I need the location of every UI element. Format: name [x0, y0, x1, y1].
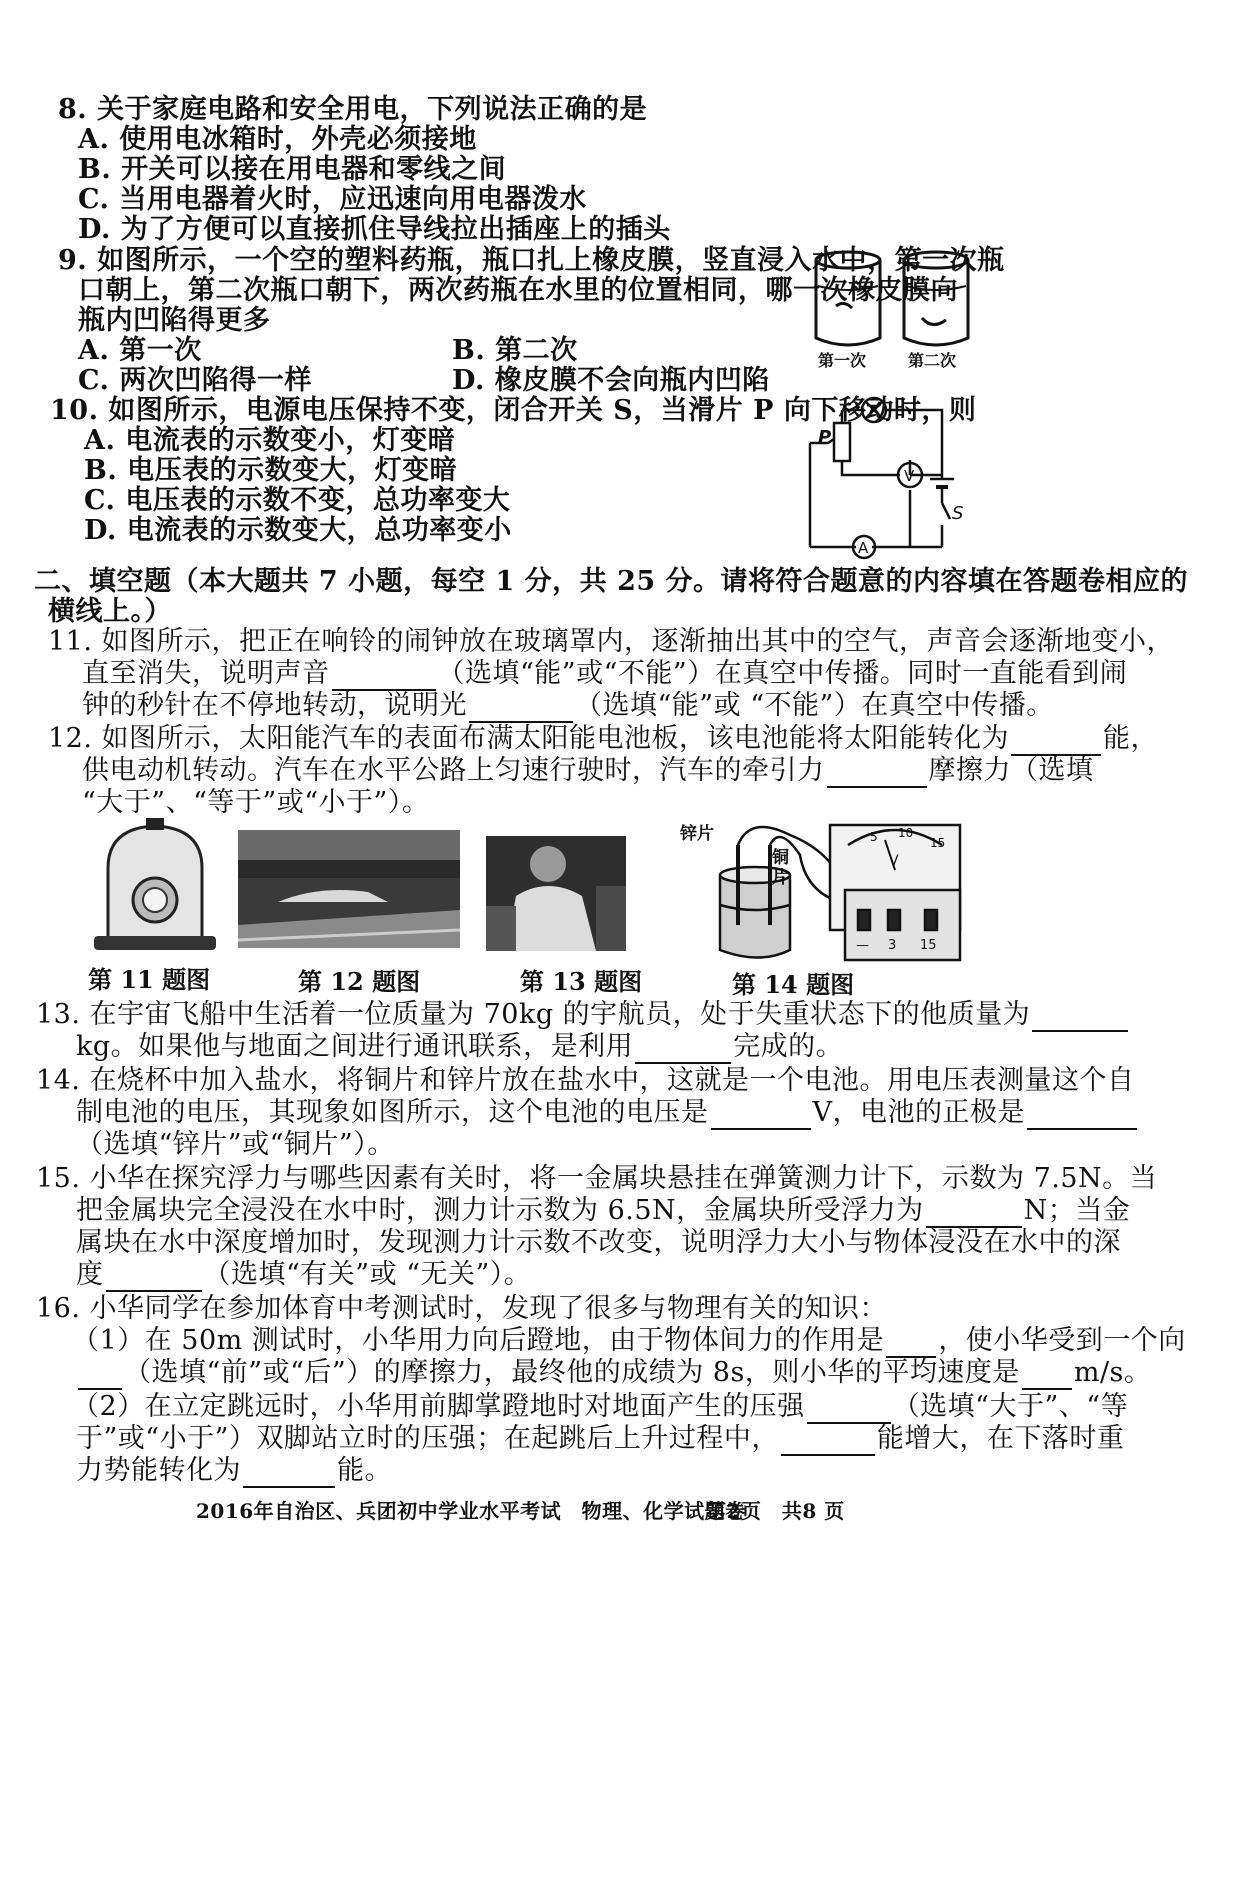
q12-line2 [82, 754, 1094, 788]
q13-line2-a: kg。如果他与地面之间进行通讯联系，是利用 [76, 1031, 634, 1062]
q9-bottles-figure [808, 248, 978, 373]
q11-blank1[interactable] [332, 663, 436, 691]
label-s: S [952, 503, 964, 524]
q11-line3 [82, 689, 1054, 723]
q10-option-a: A. 电流表的示数变小，灯变暗 [84, 425, 456, 456]
label-a: A [858, 539, 869, 557]
terminal-3: 3 [888, 938, 897, 953]
label-v: V [904, 467, 915, 485]
caption-fig12: 第 12 题图 [298, 967, 421, 996]
q12-line1-a: 12. 如图所示，太阳能汽车的表面布满太阳能电池板，该电池能将太阳能转化为 [48, 723, 1010, 754]
q13-line1-a: 13. 在宇宙飞船中生活着一位质量为 70kg 的宇航员，处于失重状态下的他质量为 [36, 999, 1031, 1030]
q11-blank2[interactable] [469, 695, 573, 723]
q9-stem-line2: 口朝上，第二次瓶口朝下，两次药瓶在水里的位置相同，哪一次橡皮膜向 [78, 275, 958, 306]
label-copper-2: 片 [772, 868, 789, 888]
section2-heading: 二、填空题（本大题共 7 小题，每空 1 分，共 25 分。请将符合题意的内容填在答题卷相应的 [34, 566, 1189, 597]
q13-line2-b: 完成的。 [733, 1031, 844, 1062]
q11-line1: 11. 如图所示，把正在响铃的闹钟放在玻璃罩内，逐渐抽出其中的空气，声音会逐渐地变小， [48, 626, 1175, 657]
q15-line1: 15. 小华在探究浮力与哪些因素有关时，将一金属块悬挂在弹簧测力计下，示数为 7.5N。当 [36, 1163, 1158, 1194]
q10-stem: 10. 如图所示，电源电压保持不变，闭合开关 S，当滑片 P 向下移动时，则 [50, 395, 977, 426]
q16-part1-b: ，使小华受到一个向 [938, 1325, 1186, 1356]
q9-stem-line1: 9. 如图所示，一个空的塑料药瓶，瓶口扎上橡皮膜，竖直浸入水中，第一次瓶 [58, 245, 1005, 276]
q15-line4 [76, 1258, 531, 1292]
caption-fig13: 第 13 题图 [520, 967, 643, 996]
q9-option-c: C. 两次凹陷得一样 [78, 365, 312, 396]
q12-line1 [48, 722, 1158, 756]
q16-part2-line2 [76, 1422, 1124, 1456]
q16-part2-e: 力势能转化为 [76, 1455, 241, 1486]
q16-blank4[interactable] [807, 1396, 891, 1424]
q15-line4-b: （选填“有关”或 “无关”）。 [203, 1259, 532, 1290]
q8-stem: 8. 关于家庭电路和安全用电，下列说法正确的是 [58, 94, 648, 125]
caption-fig14: 第 14 题图 [732, 970, 855, 999]
q15-blank1[interactable] [926, 1200, 1022, 1228]
section2-heading-cont: 横线上。） [48, 596, 172, 627]
q15-line3: 属块在水中深度增加时，发现测力计示数不改变，说明浮力大小与物体浸没在水中的深 [76, 1227, 1121, 1258]
scale-5: 5 [870, 830, 878, 844]
q16-part1-line1 [72, 1324, 1186, 1358]
q16-part1-line2 [76, 1356, 1151, 1390]
q12-line2-b: 摩擦力（选填 [928, 755, 1094, 786]
q16-part2-b: （选填“大于”、“等 [892, 1391, 1129, 1422]
footer-page-number: 第2页 共8 页 [706, 1499, 845, 1523]
q9-fig-label-first: 第一次 [818, 351, 867, 370]
q15-line2 [76, 1194, 1130, 1228]
q9-option-a: A. 第一次 [78, 335, 202, 366]
q16-part2-f: 能。 [337, 1455, 392, 1486]
q11-line3-b: （选填“能”或 “不能”）在真空中传播。 [575, 690, 1054, 721]
q14-line2 [76, 1096, 1139, 1130]
q9-fig-label-second: 第二次 [908, 351, 957, 370]
q16-blank6[interactable] [243, 1460, 335, 1488]
q16-blank2[interactable] [78, 1362, 122, 1390]
beaker-first [816, 252, 880, 345]
q11-line2-a: 直至消失，说明声音 [82, 658, 330, 689]
fig11-bell-jar-clock [90, 818, 220, 953]
q8-option-d: D. 为了方便可以直接抓住导线拉出插座上的插头 [78, 214, 671, 245]
q10-circuit-figure [800, 395, 980, 565]
label-copper-1: 铜 [772, 848, 789, 868]
fig13-athlete-photo [486, 836, 626, 951]
q10-option-c: C. 电压表的示数不变，总功率变大 [84, 485, 511, 516]
q11-line3-a: 钟的秒针在不停地转动，说明光 [82, 690, 467, 721]
q14-line1: 14. 在烧杯中加入盐水，将铜片和锌片放在盐水中，这就是一个电池。用电压表测量这个自 [36, 1065, 1135, 1096]
q15-blank2[interactable] [106, 1264, 202, 1292]
q12-line3: “大于”、“等于”或“小于”）。 [82, 787, 430, 818]
terminal-15: 15 [920, 938, 937, 953]
fig12-solar-car-photo [238, 830, 460, 948]
q13-line1 [36, 998, 1130, 1032]
q9-option-d: D. 橡皮膜不会向瓶内凹陷 [452, 365, 770, 396]
q12-line1-b: 能， [1103, 723, 1159, 754]
beaker-second [904, 252, 968, 345]
q9-stem-line3: 瓶内凹陷得更多 [78, 305, 271, 336]
fig14-cell-voltmeter [680, 815, 980, 970]
q16-part1-a: （1）在 50m 测试时，小华用力向后蹬地，由于物体间力的作用是 [72, 1325, 885, 1356]
q16-part2-c: 于”或“小于”）双脚站立时的压强；在起跳后上升过程中， [76, 1423, 779, 1454]
q8-option-a: A. 使用电冰箱时，外壳必须接地 [78, 124, 477, 155]
q10-option-b: B. 电压表的示数变大，灯变暗 [84, 455, 458, 486]
q12-blank1[interactable] [1011, 728, 1101, 756]
q16-part2-d: 能增大，在下落时重 [876, 1423, 1125, 1454]
q8-option-c: C. 当用电器着火时，应迅速向用电器泼水 [78, 184, 587, 215]
footer-exam-title: 2016年自治区、兵团初中学业水平考试 物理、化学试题卷 [196, 1499, 746, 1523]
q13-line2 [76, 1030, 843, 1064]
q16-part1-c: （选填“前”或“后”）的摩擦力，最终他的成绩为 8s，则小华的平均速度是 [124, 1357, 1020, 1388]
q16-part2-a: （2）在立定跳远时，小华用前脚掌蹬地时对地面产生的压强 [72, 1391, 805, 1422]
q15-line2-a: 把金属块完全浸没在水中时，测力计示数为 6.5N，金属块所受浮力为 [76, 1195, 924, 1226]
q14-blank2[interactable] [1027, 1102, 1137, 1130]
scale-15: 15 [930, 836, 946, 850]
q16-part2-line1 [72, 1390, 1128, 1424]
q14-line2-b: V，电池的正极是 [812, 1097, 1025, 1128]
rheostat [834, 423, 850, 461]
scale-10: 10 [898, 826, 914, 840]
q15-line2-b: N；当金 [1023, 1195, 1131, 1226]
label-zinc: 锌片 [680, 824, 714, 844]
q12-blank2[interactable] [827, 760, 927, 788]
terminal-minus: — [856, 938, 869, 953]
q8-option-b: B. 开关可以接在用电器和零线之间 [78, 154, 507, 185]
q10-option-d: D. 电流表的示数变大，总功率变小 [84, 515, 512, 546]
q13-blank1[interactable] [1032, 1004, 1128, 1032]
q13-blank2[interactable] [635, 1036, 731, 1064]
caption-fig11: 第 11 题图 [88, 965, 211, 994]
label-p: P [818, 427, 832, 448]
q14-line3: （选填“锌片”或“铜片”）。 [76, 1129, 395, 1160]
q14-blank1[interactable] [711, 1102, 811, 1130]
q14-line2-a: 制电池的电压，其现象如图所示，这个电池的电压是 [76, 1097, 709, 1128]
q11-line2 [82, 657, 1127, 691]
q16-blank3[interactable] [1022, 1362, 1072, 1390]
q16-part1-d: m/s。 [1073, 1357, 1152, 1388]
q16-blank5[interactable] [781, 1428, 875, 1456]
q15-line4-a: 度 [76, 1259, 104, 1290]
q12-line2-a: 供电动机转动。汽车在水平公路上匀速行驶时，汽车的牵引力 [82, 755, 825, 786]
q16-part2-line3 [76, 1454, 392, 1488]
q16-stem: 16. 小华同学在参加体育中考测试时，发现了很多与物理有关的知识： [36, 1293, 888, 1324]
q16-blank1[interactable] [886, 1330, 936, 1358]
meter-v: V [889, 853, 899, 869]
q11-line2-b: （选填“能”或“不能”）在真空中传播。同时一直能看到闹 [437, 658, 1128, 689]
q9-option-b: B. 第二次 [452, 335, 578, 366]
